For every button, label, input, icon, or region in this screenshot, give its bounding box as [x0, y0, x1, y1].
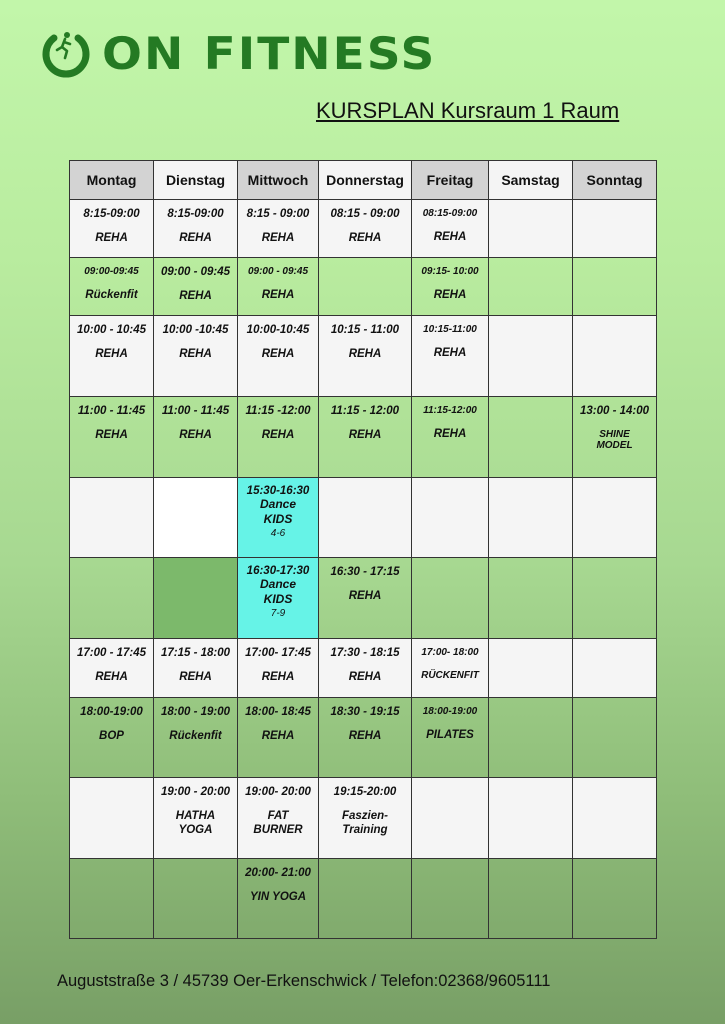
dance-kids-cell: 15:30-16:30 Dance KIDS 4-6	[238, 478, 319, 558]
table-cell: 19:15-20:00 Faszien-Training	[319, 778, 412, 858]
table-cell: 17:30 - 18:15 REHA	[319, 638, 412, 697]
table-cell	[573, 858, 657, 938]
table-cell	[412, 558, 489, 638]
table-cell	[573, 258, 657, 316]
table-row	[70, 478, 657, 558]
table-cell: 17:00- 17:45 REHA	[238, 638, 319, 697]
table-cell: 11:00 - 11:45 REHA	[154, 396, 238, 477]
table-cell	[489, 558, 573, 638]
table-cell	[489, 478, 573, 558]
day-header-tuesday: Dienstag	[154, 161, 238, 200]
day-header-friday: Freitag	[412, 161, 489, 200]
table-cell	[489, 638, 573, 697]
table-cell	[154, 858, 238, 938]
table-cell: 11:00 - 11:45 REHA	[70, 396, 154, 477]
table-cell	[319, 858, 412, 938]
table-cell	[489, 396, 573, 477]
table-cell: 09:00 - 09:45 REHA	[238, 258, 319, 316]
table-cell	[573, 778, 657, 858]
table-cell: 09:00-09:45 Rückenfit	[70, 258, 154, 316]
table-cell	[573, 200, 657, 258]
table-cell: 08:15-09:00 REHA	[412, 200, 489, 258]
table-cell	[319, 478, 412, 558]
table-cell	[573, 316, 657, 396]
table-cell	[412, 858, 489, 938]
table-cell	[70, 858, 154, 938]
table-cell: 11:15 -12:00 REHA	[238, 396, 319, 477]
table-cell	[70, 778, 154, 858]
table-cell: 17:00 - 17:45 REHA	[70, 638, 154, 697]
table-row	[70, 200, 657, 258]
table-row	[70, 258, 657, 316]
table-cell: 8:15 - 09:00 REHA	[238, 200, 319, 258]
day-header-saturday: Samstag	[489, 161, 573, 200]
table-cell: 10:15 - 11:00 REHA	[319, 316, 412, 396]
table-cell	[573, 638, 657, 697]
day-header-wednesday: Mittwoch	[238, 161, 319, 200]
day-header-row	[70, 161, 657, 200]
table-cell: 17:00- 18:00 RÜCKENFIT	[412, 638, 489, 697]
table-cell: 13:00 - 14:00 SHINE MODEL	[573, 396, 657, 477]
table-cell	[489, 316, 573, 396]
day-header-thursday: Donnerstag	[319, 161, 412, 200]
table-cell: 20:00- 21:00 YIN YOGA	[238, 858, 319, 938]
table-cell	[573, 478, 657, 558]
schedule-table	[69, 160, 657, 939]
table-cell	[489, 697, 573, 777]
table-row	[70, 316, 657, 396]
table-cell	[412, 478, 489, 558]
table-cell	[573, 697, 657, 777]
power-runner-icon	[38, 28, 94, 80]
table-cell: 10:00 -10:45 REHA	[154, 316, 238, 396]
brand-name: ON FITNESS	[102, 27, 437, 81]
table-cell: 18:00 - 19:00 Rückenfit	[154, 697, 238, 777]
table-cell: 16:30 - 17:15 REHA	[319, 558, 412, 638]
table-cell: 18:00-19:00 PILATES	[412, 697, 489, 777]
table-cell: 18:30 - 19:15 REHA	[319, 697, 412, 777]
table-cell	[489, 200, 573, 258]
table-cell: 10:00 - 10:45 REHA	[70, 316, 154, 396]
table-cell: 10:00-10:45 REHA	[238, 316, 319, 396]
dance-kids-cell: 16:30-17:30 Dance KIDS 7-9	[238, 558, 319, 638]
page-subtitle: KURSPLAN Kursraum 1 Raum	[316, 98, 620, 123]
table-cell	[489, 258, 573, 316]
table-cell: 08:15 - 09:00 REHA	[319, 200, 412, 258]
table-cell	[489, 778, 573, 858]
table-cell	[489, 858, 573, 938]
brand-logo	[38, 24, 436, 84]
table-cell	[154, 478, 238, 558]
table-row	[70, 558, 657, 638]
day-header-sunday: Sonntag	[573, 161, 657, 200]
table-cell: 18:00-19:00 BOP	[70, 697, 154, 777]
day-header-monday: Montag	[70, 161, 154, 200]
table-row	[70, 697, 657, 777]
table-cell	[573, 558, 657, 638]
table-cell: 17:15 - 18:00 REHA	[154, 638, 238, 697]
table-cell	[70, 558, 154, 638]
table-row	[70, 638, 657, 697]
table-row	[70, 778, 657, 858]
table-row	[70, 396, 657, 477]
table-cell	[70, 478, 154, 558]
table-cell: 18:00- 18:45 REHA	[238, 697, 319, 777]
footer-address: Auguststraße 3 / 45739 Oer-Erkenschwick / Telefon:02368/9605111	[57, 972, 551, 990]
table-cell: 11:15-12:00 REHA	[412, 396, 489, 477]
table-cell	[319, 258, 412, 316]
table-cell: 19:00 - 20:00 HATHA YOGA	[154, 778, 238, 858]
table-cell: 09:15- 10:00 REHA	[412, 258, 489, 316]
table-cell: 10:15-11:00 REHA	[412, 316, 489, 396]
table-cell	[154, 558, 238, 638]
table-cell: 8:15-09:00 REHA	[154, 200, 238, 258]
table-cell	[412, 778, 489, 858]
table-cell: 09:00 - 09:45 REHA	[154, 258, 238, 316]
table-cell: 11:15 - 12:00 REHA	[319, 396, 412, 477]
table-cell: 19:00- 20:00 FAT BURNER	[238, 778, 319, 858]
table-row	[70, 858, 657, 938]
table-cell: 8:15-09:00 REHA	[70, 200, 154, 258]
